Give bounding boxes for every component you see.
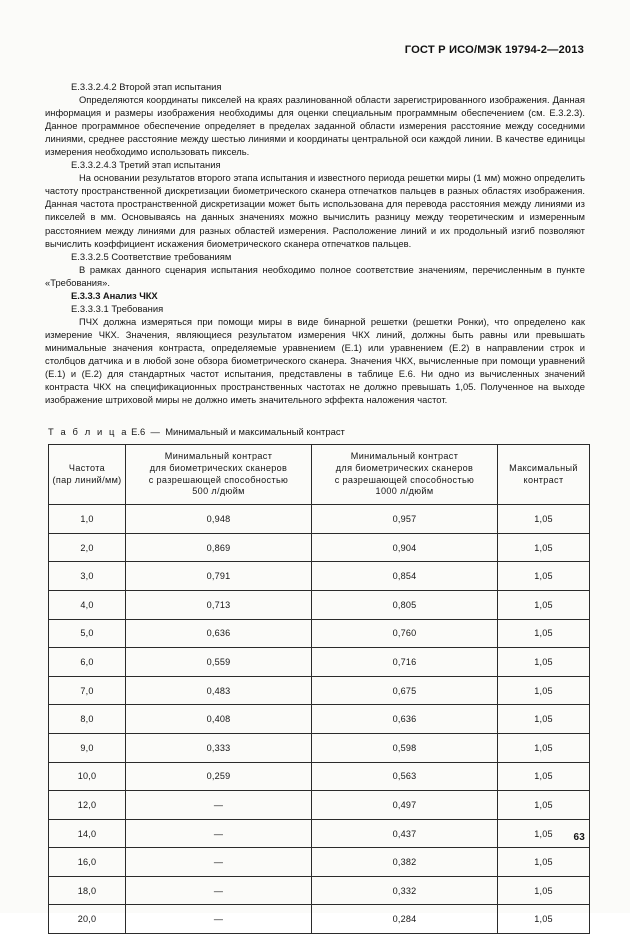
cell-min-contrast-1000: 0,904 (312, 533, 498, 562)
cell-min-contrast-1000: 0,636 (312, 705, 498, 734)
header-line: для биометрических сканеров (335, 463, 474, 474)
cell-min-contrast-1000: 0,382 (312, 848, 498, 877)
cell-frequency: 14,0 (49, 819, 126, 848)
page-number: 63 (573, 832, 585, 843)
paragraph-e33242-body: Определяются координаты пикселей на краях разлинованной области зарегистрированного изображения. Данная информация и размеры изображения необходимы для оценки специальным программным обеспечением (см. Е.3.2.3). Данное программное обеспечение определяет в пределах заданной области измерения расстояние между соседними линиями, среднее расстояние между шестью линиями и координаты центральной оси каждой линии. В качестве единицы измерения необходимо использовать пиксель. (45, 94, 585, 158)
table-row (49, 648, 590, 677)
cell-frequency: 9,0 (49, 733, 126, 762)
cell-max-contrast: 1,05 (498, 762, 590, 791)
cell-max-contrast: 1,05 (498, 505, 590, 534)
column-header-min-contrast-500 (126, 445, 312, 505)
cell-frequency: 12,0 (49, 791, 126, 820)
table-row (49, 562, 590, 591)
table-row (49, 762, 590, 791)
cell-max-contrast: 1,05 (498, 533, 590, 562)
table-row (49, 819, 590, 848)
cell-min-contrast-500: 0,636 (126, 619, 312, 648)
header-line: Минимальный контраст (164, 451, 273, 462)
paragraph-e3331-body: ПЧХ должна измеряться при помощи миры в виде бинарной решетки (решетки Ронки), что определено как измерение ЧКХ. Значения, являющиеся результатом измерения ЧКХ линий, должны быть равны или превышать минимальные значения контраста, определяемые уравнением (Е.1) или уравнением (Е.2) в направлении строк и столбцов датчика и в любой зоне обзора биометрического сканера. Значения ЧКХ, вычисленные при помощи уравнений (Е.1) и (Е.2) для стандартных частот испытания, представлены в таблице Е.6. Ни одно из вычисленных значений контраста ЧКХ на спецификационных пространственных частотах не должно превышать 1,05. Полученное на выходе изображение штриховой миры не должно иметь значительного эффекта наложения частот. (45, 315, 585, 406)
cell-max-contrast: 1,05 (498, 876, 590, 905)
document-header-standard-id: ГОСТ Р ИСО/МЭК 19794-2—2013 (404, 44, 584, 56)
header-line: контраст (523, 474, 564, 485)
cell-frequency: 3,0 (49, 562, 126, 591)
cell-min-contrast-1000: 0,284 (312, 905, 498, 934)
cell-max-contrast: 1,05 (498, 819, 590, 848)
cell-frequency: 20,0 (49, 905, 126, 934)
cell-frequency: 8,0 (49, 705, 126, 734)
cell-min-contrast-500: 0,713 (126, 590, 312, 619)
table-row (49, 676, 590, 705)
cell-min-contrast-1000: 0,497 (312, 791, 498, 820)
column-header-min-contrast-1000 (312, 445, 498, 505)
cell-min-contrast-500: 0,483 (126, 676, 312, 705)
cell-min-contrast-1000: 0,957 (312, 505, 498, 534)
cell-min-contrast-500: 0,869 (126, 533, 312, 562)
cell-min-contrast-1000: 0,854 (312, 562, 498, 591)
cell-max-contrast: 1,05 (498, 619, 590, 648)
cell-min-contrast-1000: 0,760 (312, 619, 498, 648)
table-body-group (49, 505, 590, 934)
cell-min-contrast-500: — (126, 791, 312, 820)
table-caption-title: Минимальный и максимальный контраст (165, 426, 345, 438)
cell-frequency: 6,0 (49, 648, 126, 677)
cell-min-contrast-500: — (126, 819, 312, 848)
clause-heading-e3331: Е.3.3.3.1 Требования (71, 302, 164, 314)
cell-max-contrast: 1,05 (498, 562, 590, 591)
cell-frequency: 5,0 (49, 619, 126, 648)
table-row (49, 590, 590, 619)
table-row (49, 505, 590, 534)
cell-max-contrast: 1,05 (498, 733, 590, 762)
cell-frequency: 2,0 (49, 533, 126, 562)
table-row (49, 905, 590, 934)
clause-heading-e33242: Е.3.3.2.4.2 Второй этап испытания (71, 81, 222, 92)
table-caption (48, 426, 585, 437)
column-header-frequency (49, 445, 126, 505)
cell-frequency: 4,0 (49, 590, 126, 619)
table-caption-dash: — (147, 426, 163, 438)
paragraph-e3325-body: В рамках данного сценария испытания необходимо полное соответствие значениям, перечисленным в пункте «Требования». (45, 263, 585, 288)
table-row (49, 533, 590, 562)
header-line: Частота (68, 463, 106, 474)
cell-min-contrast-1000: 0,598 (312, 733, 498, 762)
header-line: с разрешающей способностью (148, 474, 289, 485)
table-caption-label: Т а б л и ц а (48, 426, 129, 438)
table-caption-number: Е.6 (131, 426, 146, 438)
cell-min-contrast-500: — (126, 876, 312, 905)
cell-min-contrast-1000: 0,437 (312, 819, 498, 848)
header-line: Минимальный контраст (350, 451, 459, 462)
cell-min-contrast-500: 0,948 (126, 505, 312, 534)
cell-min-contrast-1000: 0,332 (312, 876, 498, 905)
cell-max-contrast: 1,05 (498, 648, 590, 677)
paragraph-e33243-body: На основании результатов второго этапа испытания и известного периода решетки миры (1 мм) можно определить частоту пространственной дискретизации биометрического сканера отпечатков пальцев в разных областях изображения. Данная частота пространственной дискретизации может быть использована для перевода расстояния между линиями из пикселей в мм. Основываясь на данных значениях можно вычислить разницу между теоретическим и измеренным расстоянием между линиями для разных областей измерения. Расположение линий и их продольный изгиб позволяют вычислить коэффициент искажения биометрического сканера отпечатков пальцев. (45, 172, 585, 249)
cell-max-contrast: 1,05 (498, 848, 590, 877)
cell-max-contrast: 1,05 (498, 705, 590, 734)
table-row (49, 876, 590, 905)
table-row (49, 848, 590, 877)
cell-min-contrast-500: — (126, 905, 312, 934)
cell-min-contrast-1000: 0,675 (312, 676, 498, 705)
table-row (49, 705, 590, 734)
cell-min-contrast-500: — (126, 848, 312, 877)
cell-min-contrast-500: 0,333 (126, 733, 312, 762)
header-line: для биометрических сканеров (149, 463, 288, 474)
cell-max-contrast: 1,05 (498, 676, 590, 705)
cell-min-contrast-1000: 0,805 (312, 590, 498, 619)
contrast-table (48, 444, 590, 934)
cell-min-contrast-500: 0,408 (126, 705, 312, 734)
header-line: 1000 л/дюйм (375, 486, 434, 497)
clause-heading-e33243: Е.3.3.2.4.3 Третий этап испытания (71, 159, 221, 171)
clause-heading-e333: Е.3.3.3 Анализ ЧКХ (71, 289, 158, 301)
cell-frequency: 1,0 (49, 505, 126, 534)
column-header-max-contrast (498, 445, 590, 505)
cell-min-contrast-500: 0,791 (126, 562, 312, 591)
document-body (45, 80, 585, 406)
header-line: Максимальный (509, 463, 578, 474)
header-line: (пар линий/мм) (52, 474, 122, 485)
cell-min-contrast-1000: 0,563 (312, 762, 498, 791)
cell-max-contrast: 1,05 (498, 791, 590, 820)
cell-min-contrast-1000: 0,716 (312, 648, 498, 677)
cell-frequency: 16,0 (49, 848, 126, 877)
cell-frequency: 7,0 (49, 676, 126, 705)
table-row (49, 619, 590, 648)
table-row (49, 791, 590, 820)
cell-frequency: 10,0 (49, 762, 126, 791)
table-row (49, 733, 590, 762)
cell-min-contrast-500: 0,559 (126, 648, 312, 677)
cell-max-contrast: 1,05 (498, 905, 590, 934)
table-header-row (49, 445, 590, 505)
cell-max-contrast: 1,05 (498, 590, 590, 619)
cell-frequency: 18,0 (49, 876, 126, 905)
header-line: с разрешающей способностью (334, 474, 475, 485)
cell-min-contrast-500: 0,259 (126, 762, 312, 791)
clause-heading-e3325: Е.3.3.2.5 Соответствие требованиям (71, 250, 232, 262)
header-line: 500 л/дюйм (192, 486, 245, 497)
table-header-group (49, 445, 590, 505)
